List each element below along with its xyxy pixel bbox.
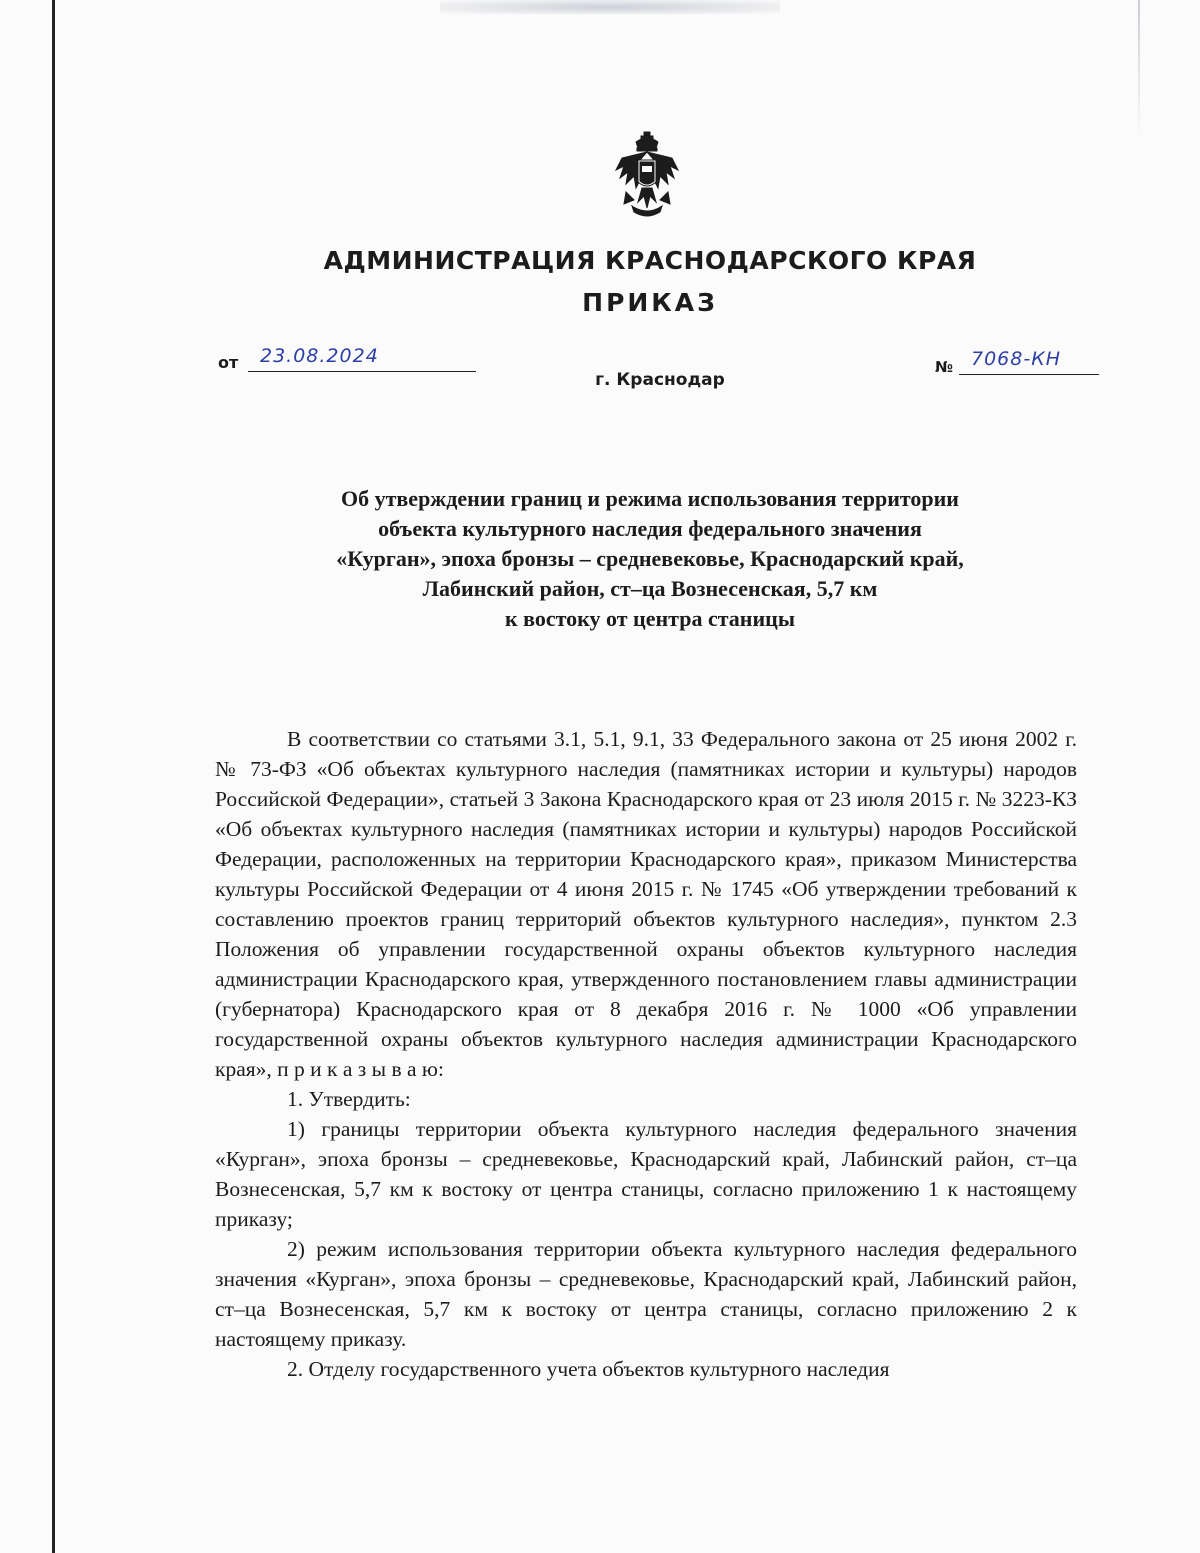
document-date-field bbox=[218, 345, 478, 375]
body-paragraph: В соответствии со статьями 3.1, 5.1, 9.1, 33 Федерального закона от 25 июня 2002 г. № 73-ФЗ «Об объектах культурного наследия (памятниках истории и культуры) народов Российской Федерации», статьей 3 Закона Краснодарского края от 23 июля 2015 г. № 3223-КЗ «Об объектах культурного наследия (памятниках истории и культуры) народов Российской Федерации, расположенных на территории Краснодарского края», приказом Министерства культуры Российской Федерации от 4 июня 2015 г. № 1745 «Об утверждении требований к составлению проектов границ территорий объектов культурного наследия», пунктом 2.3 Положения об управлении государственной охраны объектов культурного наследия администрации Краснодарского края, утвержденного постановлением главы администрации (губернатора) Краснодарского края от 8 декабря 2016 г. № 1000 «Об управлении государственной охраны объектов культурного наследия администрации Краснодарского края», п р и к а з ы в а ю: bbox=[215, 727, 1077, 1081]
scan-page-edge bbox=[52, 0, 55, 1553]
scan-page-edge-right bbox=[1138, 0, 1140, 140]
body-paragraph: 1. Утвердить: bbox=[287, 1087, 411, 1111]
body-paragraph: 1) границы территории объекта культурного наследия федерального значения «Курган», эпоха бронзы – средневековье, Краснодарский край, Лабинский район, ст–ца Вознесенская, 5,7 км к востоку от центра станицы, согласно приложению 1 к настоящему приказу; bbox=[215, 1117, 1077, 1231]
handwritten-date: 23.08.2024 bbox=[260, 345, 379, 367]
organization-title: АДМИНИСТРАЦИЯ КРАСНОДАРСКОГО КРАЯ bbox=[323, 246, 977, 275]
number-label: № bbox=[935, 358, 954, 376]
subject-line: Об утверждении границ и режима использования территории bbox=[341, 486, 959, 511]
subject-line: Лабинский район, ст–ца Вознесенская, 5,7 км bbox=[422, 576, 878, 601]
document-body bbox=[215, 724, 1077, 1384]
krasnodar-krai-coat-of-arms-icon bbox=[612, 130, 682, 220]
document-type: ПРИКАЗ bbox=[582, 288, 718, 317]
subject-line: к востоку от центра станицы bbox=[504, 606, 796, 631]
number-underline bbox=[959, 374, 1099, 375]
date-underline bbox=[248, 371, 476, 372]
date-label: от bbox=[218, 353, 239, 372]
body-paragraph: 2. Отделу государственного учета объектов культурного наследия bbox=[287, 1357, 890, 1381]
scan-top-shadow bbox=[440, 0, 780, 14]
subject-line: «Курган», эпоха бронзы – средневековье, Краснодарский край, bbox=[336, 546, 964, 571]
document-subject bbox=[230, 484, 1070, 634]
subject-line: объекта культурного наследия федерального значения bbox=[378, 516, 922, 541]
city-line: г. Краснодар bbox=[595, 370, 725, 390]
document-number-field bbox=[935, 348, 1105, 382]
body-paragraph: 2) режим использования территории объекта культурного наследия федерального значения «Курган», эпоха бронзы – средневековье, Краснодарский край, Лабинский район, ст–ца Вознесенская, 5,7 км к востоку от центра станицы, согласно приложению 2 к настоящему приказу. bbox=[215, 1237, 1077, 1351]
handwritten-number: 7068-КН bbox=[971, 348, 1061, 370]
